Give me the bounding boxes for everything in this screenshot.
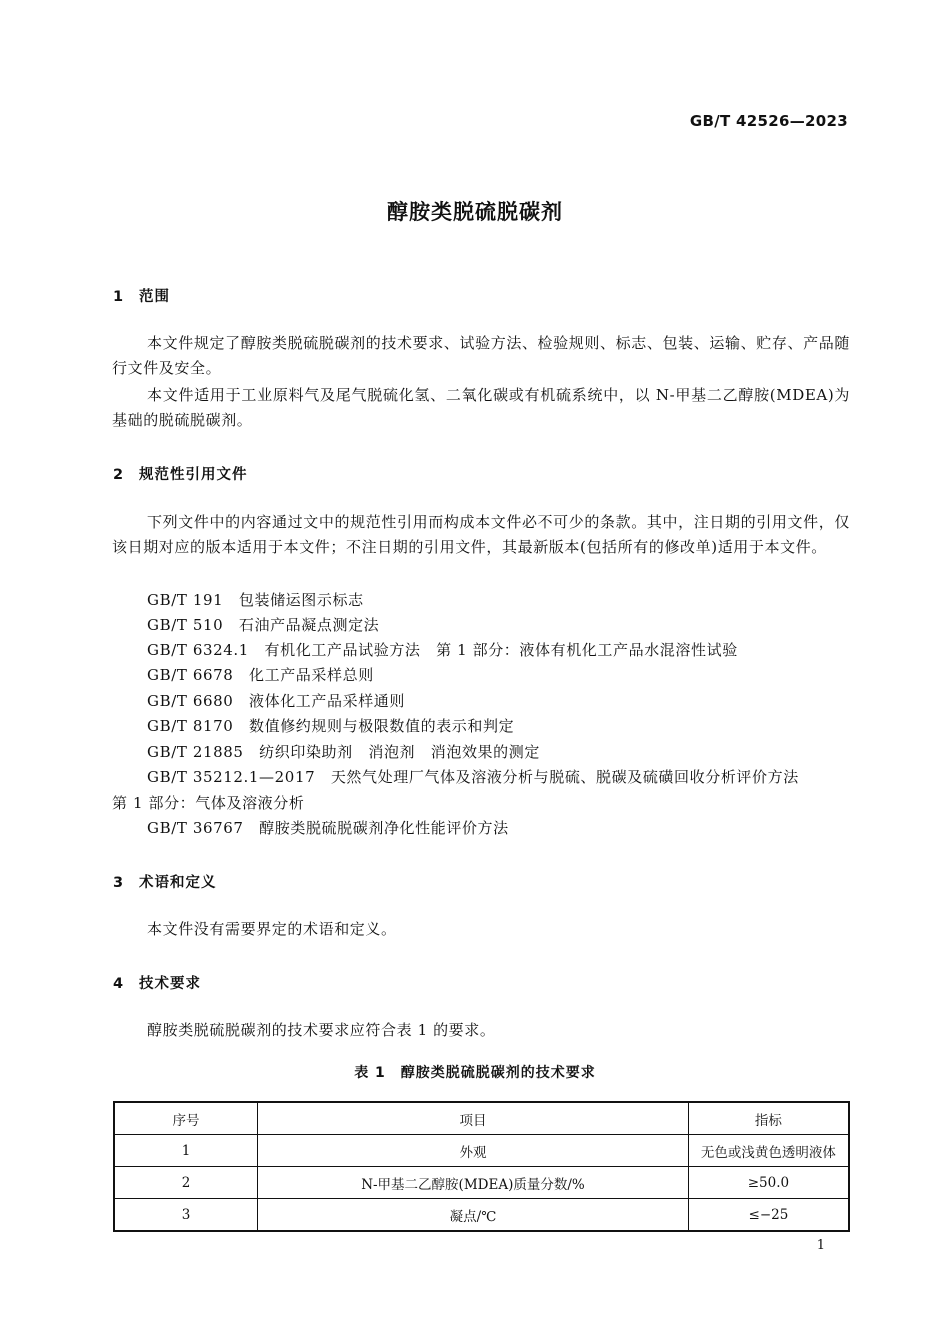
table-header-row: [114, 1102, 849, 1135]
table-cell: 无色或浅黄色透明液体: [688, 1135, 849, 1167]
table-caption: 表 1 醇胺类脱硫脱碳剂的技术要求: [354, 1065, 596, 1081]
section-1-paragraph-2: 本文件适用于工业原料气及尾气脱硫化氢、二氧化碳或有机硫系统中，以 N-甲基二乙醇胺(MDEA)为基础的脱硫脱碳剂。: [112, 386, 850, 429]
table-cell: N-甲基二乙醇胺(MDEA)质量分数/%: [258, 1167, 689, 1199]
section-title: 范围: [139, 289, 170, 305]
reference-item: GB/T 35212.1—2017 天然气处理厂气体及溶液分析与脱硫、脱碳及硫磺回收分析评价方法: [147, 768, 799, 786]
reference-item: GB/T 510 石油产品凝点测定法: [147, 616, 380, 634]
table-cell: 1: [114, 1135, 258, 1167]
section-3-heading: [113, 871, 217, 892]
requirements-table: [113, 1101, 850, 1232]
table-row: [114, 1199, 849, 1232]
standard-number: GB/T 42526—2023: [689, 112, 848, 130]
section-4-paragraph-1: 醇胺类脱硫脱碳剂的技术要求应符合表 1 的要求。: [147, 1021, 496, 1039]
table-header-cell: 序号: [114, 1102, 258, 1135]
table-header-cell: 指标: [688, 1102, 849, 1135]
reference-item: GB/T 191 包装储运图示标志: [147, 591, 364, 609]
section-title: 技术要求: [139, 976, 201, 992]
section-number: 3: [113, 875, 125, 891]
table-cell: 2: [114, 1167, 258, 1199]
section-1-heading: [113, 285, 170, 306]
section-title: 规范性引用文件: [139, 467, 248, 483]
section-title: 术语和定义: [139, 875, 217, 891]
table-cell: ≤−25: [688, 1199, 849, 1232]
reference-item: GB/T 6324.1 有机化工产品试验方法 第 1 部分：液体有机化工产品水混溶性试验: [147, 641, 738, 659]
section-1-paragraph-1: 本文件规定了醇胺类脱硫脱碳剂的技术要求、试验方法、检验规则、标志、包装、运输、贮存、产品随行文件及安全。: [112, 334, 850, 377]
reference-item: GB/T 21885 纺织印染助剂 消泡剂 消泡效果的测定: [147, 743, 540, 761]
table-cell: 凝点/℃: [258, 1199, 689, 1232]
reference-item: GB/T 36767 醇胺类脱硫脱碳剂净化性能评价方法: [147, 819, 509, 837]
section-2-paragraph-1: 下列文件中的内容通过文中的规范性引用而构成本文件必不可少的条款。其中，注日期的引用文件，仅该日期对应的版本适用于本文件；不注日期的引用文件，其最新版本(包括所有的修改单)适用于本文件。: [112, 513, 850, 556]
section-number: 1: [113, 289, 125, 305]
reference-item: GB/T 8170 数值修约规则与极限数值的表示和判定: [147, 717, 515, 735]
section-3-paragraph-1: 本文件没有需要界定的术语和定义。: [147, 920, 397, 938]
section-number: 2: [113, 467, 125, 483]
reference-item: GB/T 6680 液体化工产品采样通则: [147, 692, 406, 710]
section-number: 4: [113, 976, 125, 992]
table-cell: 外观: [258, 1135, 689, 1167]
reference-item: GB/T 6678 化工产品采样总则: [147, 666, 374, 684]
document-title: 醇胺类脱硫脱碳剂: [387, 200, 563, 224]
section-4-heading: [113, 972, 201, 993]
page-number: 1: [816, 1238, 825, 1253]
reference-item-continuation: 第 1 部分：气体及溶液分析: [112, 794, 305, 812]
section-2-heading: [113, 463, 248, 484]
table-cell: 3: [114, 1199, 258, 1232]
table-row: [114, 1135, 849, 1167]
table-row: [114, 1167, 849, 1199]
table-cell: ≥50.0: [688, 1167, 849, 1199]
table-header-cell: 项目: [258, 1102, 689, 1135]
